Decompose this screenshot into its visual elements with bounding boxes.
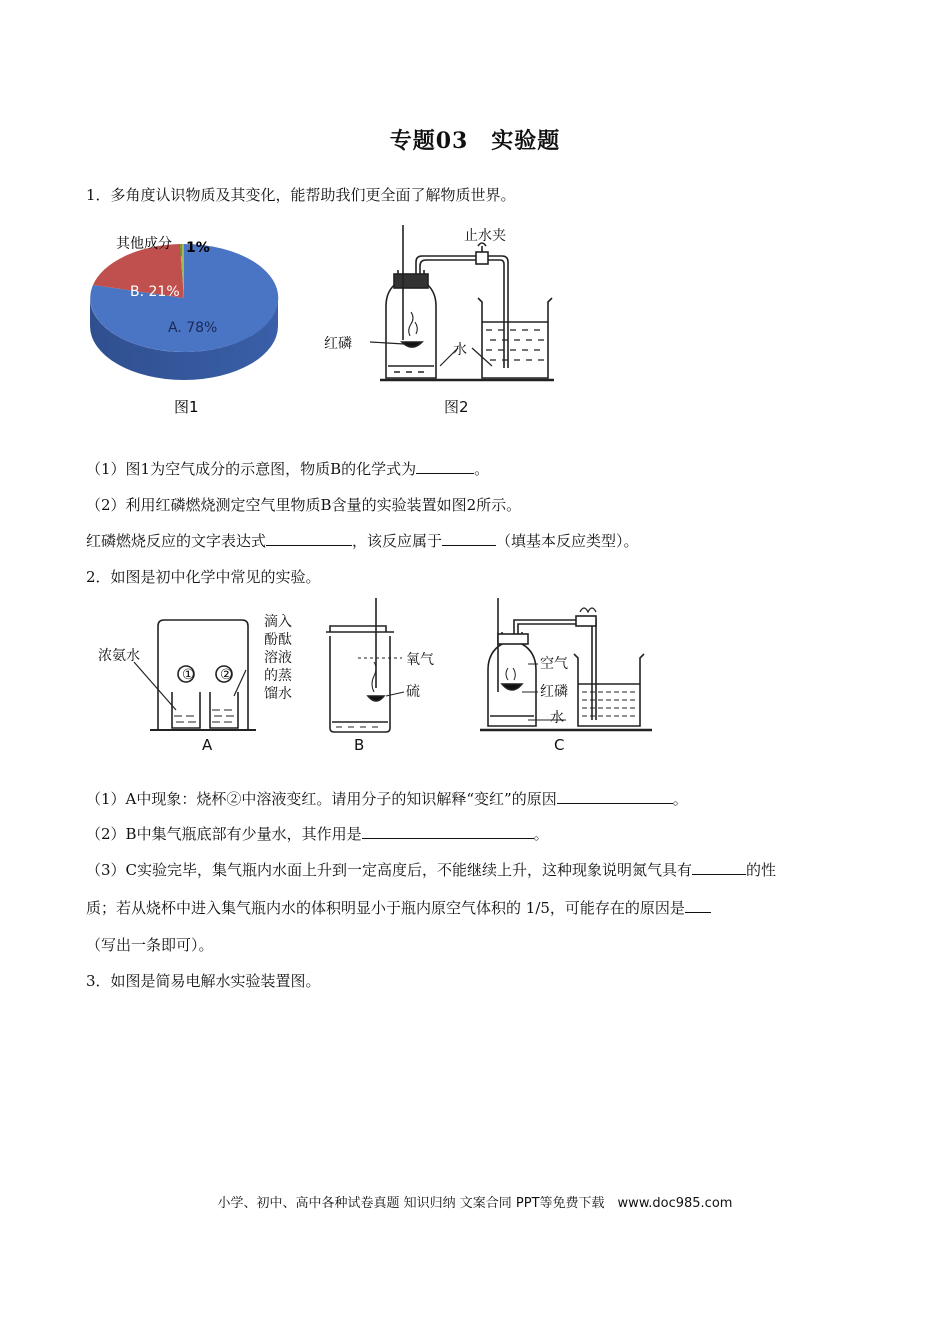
q1-sub3: 红磷燃烧反应的文字表达式 ，该反应属于 （填基本反应类型）。 [86,532,639,550]
pie-label-a: A. 78% [168,320,218,336]
label-phenol-3: 溶液 [264,650,292,666]
figure-b-caption: B [354,736,365,754]
answer-blank[interactable] [416,459,474,474]
label-red-phosphorus: 红磷 [324,336,352,352]
q2-sub3-line3: （写出一条即可）。 [86,936,214,954]
q2-sub1: （1）A中现象：烧杯②中溶液变红。请用分子的知识解释“变红”的原因 。 [86,790,688,808]
label-phenol-1: 滴入 [264,614,292,630]
label-sulfur: 硫 [406,684,420,700]
answer-blank[interactable] [442,531,496,546]
figure-a-caption: A [202,736,213,754]
pie-label-other: 其他成分 [116,236,172,252]
question-2-stem: 2．如图是初中化学中常见的实验。 [86,568,321,586]
figure-a-ammonia [96,610,306,755]
label-oxygen: 氧气 [406,652,434,668]
label-ammonia: 浓氨水 [98,648,140,664]
figure-2-apparatus [322,220,562,420]
answer-blank[interactable] [692,860,746,875]
q1-sub1: （1）图1为空气成分的示意图，物质B的化学式为 。 [86,460,490,478]
answer-blank[interactable] [362,824,534,839]
label-clamp: 止水夹 [464,228,506,244]
label-red-phosphorus-c: 红磷 [540,684,568,700]
figure-2-caption: 图2 [444,398,469,416]
label-water: 水 [453,342,467,358]
question-3-stem: 3．如图是简易电解水实验装置图。 [86,972,321,990]
q2-sub2: （2）B中集气瓶底部有少量水，其作用是 。 [86,825,549,843]
q2-sub3-line1: （3）C实验完毕，集气瓶内水面上升到一定高度后，不能继续上升，这种现象说明氮气具有 的性 [86,861,777,879]
answer-blank[interactable] [266,531,352,546]
label-air: 空气 [540,656,568,672]
label-phenol-4: 的蒸 [264,668,292,684]
figure-c-caption: C [554,736,565,754]
pie-label-other-pct: 1% [186,240,210,256]
figure-1-caption: 图1 [174,398,199,416]
question-1-stem: 1．多角度认识物质及其变化，能帮助我们更全面了解物质世界。 [86,186,516,204]
pie-label-b: B. 21% [130,284,180,300]
answer-blank[interactable] [685,898,711,913]
figure-1-pie [88,228,288,423]
q2-sub3-line2: 质；若从烧杯中进入集气瓶内水的体积明显小于瓶内原空气体积的 1/5，可能存在的原因是 [86,897,711,918]
q1-sub2: （2）利用红磷燃烧测定空气里物质B含量的实验装置如图2所示。 [86,496,522,514]
label-water-c: 水 [550,710,564,726]
figure-b-sulfur [322,596,452,756]
page-title: 专题03 实验题 [389,128,561,154]
beaker-2-label: ② [220,667,233,683]
answer-blank[interactable] [557,789,673,804]
figure-c-phosphorus [478,596,658,756]
page-footer: 小学、初中、高中各种试卷真题 知识归纳 文案合同 PPT等免费下载 www.doc985.com [217,1196,733,1211]
label-phenol-5: 馏水 [264,686,292,702]
label-phenol-2: 酚酞 [264,632,292,648]
beaker-1-label: ① [182,667,195,683]
